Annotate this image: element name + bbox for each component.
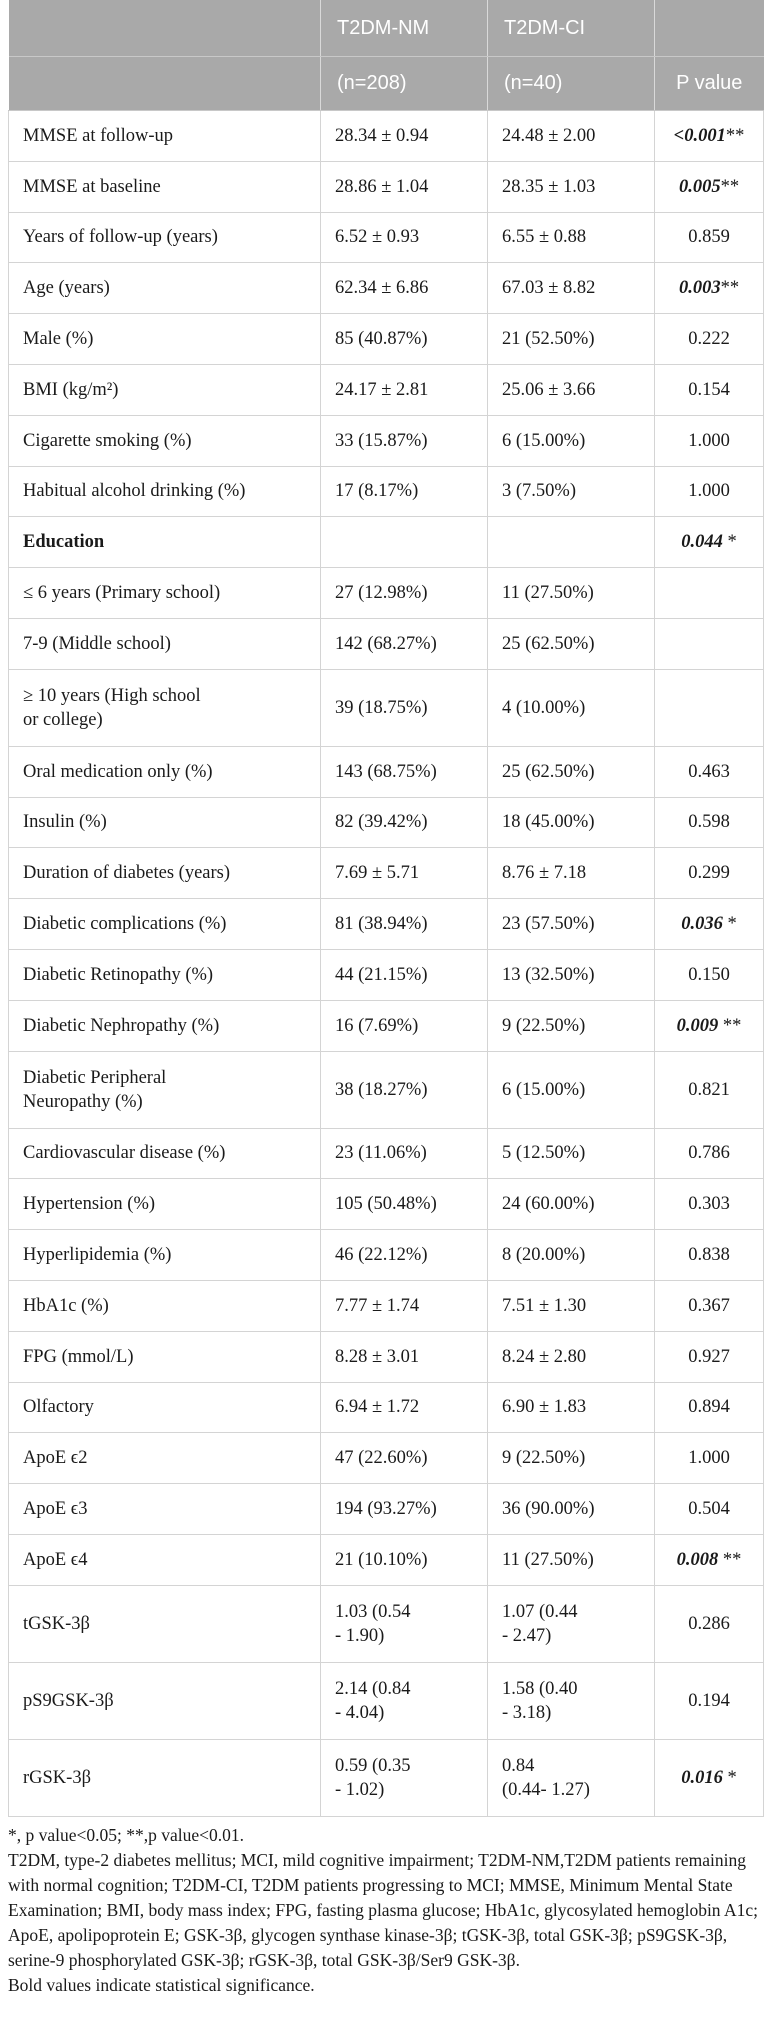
footnote: T2DM, type-2 diabetes mellitus; MCI, mild cognitive impairment; T2DM-NM,T2DM patients remaining with normal cognition; T2DM-CI, T2DM patients progressing to MCI; MMSE, Minimum Mental State Examination; BMI, body mass index; FPG, fasting plasma glucose; HbA1c, glycosylated hemoglobin A1c; ApoE, apolipoprotein E; GSK-3β, glycogen synthase kinase-3β; tGSK-3β, total GSK-3β; pS9GSK-3β, serine-9 phosphorylated GSK-3β; rGSK-3β, total GSK-3β/Ser9 GSK-3β. [8,1849,758,1970]
pvalue-cell [655,899,764,950]
table-row [9,1382,764,1433]
row-label-cell: Diabetic complications (%) [9,899,321,950]
table-row [9,212,764,263]
table-row [9,364,764,415]
ci-value-cell: 6.90 ± 1.83 [488,1382,655,1433]
nm-value-cell: 1.03 (0.54 - 1.90) [321,1585,488,1662]
nm-value-cell: 82 (39.42%) [321,797,488,848]
pvalue-cell [655,314,764,365]
table-row [9,1662,764,1739]
table-row [9,899,764,950]
pvalue-text: 0.838 [688,1245,730,1266]
pvalue-cell [655,1433,764,1484]
row-label-cell: Years of follow-up (years) [9,212,321,263]
row-label-cell: Male (%) [9,314,321,365]
pvalue-text: 0.036 [681,914,723,935]
pvalue-cell [655,1382,764,1433]
ci-value-cell: 24 (60.00%) [488,1179,655,1230]
table-row [9,517,764,568]
pvalue-cell [655,111,764,162]
significance-stars: * [722,1767,737,1788]
row-label-cell: ≤ 6 years (Primary school) [9,568,321,619]
row-label-cell: ≥ 10 years (High school or college) [9,669,321,746]
pvalue-cell [655,212,764,263]
table-row [9,1280,764,1331]
pvalue-cell [655,1000,764,1051]
pvalue-cell [655,161,764,212]
table-row [9,1179,764,1230]
pvalue-text: 0.786 [688,1143,730,1164]
ci-value-cell: 11 (27.50%) [488,1534,655,1585]
pvalue-text: 0.044 [681,532,723,553]
header-cell-label [9,0,321,57]
row-label-cell: MMSE at baseline [9,161,321,212]
nm-value-cell: 194 (93.27%) [321,1484,488,1535]
pvalue-cell [655,1179,764,1230]
nm-value-cell: 21 (10.10%) [321,1534,488,1585]
pvalue-text: 0.194 [688,1690,730,1711]
significance-stars: ** [720,278,740,299]
ci-value-cell: 8.76 ± 7.18 [488,848,655,899]
nm-value-cell: 16 (7.69%) [321,1000,488,1051]
pvalue-cell [655,1280,764,1331]
table-row [9,1000,764,1051]
nm-value-cell [321,517,488,568]
nm-value-cell: 33 (15.87%) [321,415,488,466]
row-label-cell: BMI (kg/m²) [9,364,321,415]
nm-value-cell: 28.34 ± 0.94 [321,111,488,162]
pvalue-text: 0.504 [688,1499,730,1519]
ci-value-cell: 18 (45.00%) [488,797,655,848]
nm-value-cell: 2.14 (0.84 - 4.04) [321,1662,488,1739]
row-label-cell: Diabetic Peripheral Neuropathy (%) [9,1051,321,1128]
comparison-table [8,0,764,1817]
pvalue-cell [655,1534,764,1585]
pvalue-text: 0.150 [688,964,730,985]
nm-value-cell: 23 (11.06%) [321,1128,488,1179]
header-cell-nm-count: (n=208) [321,57,488,111]
row-label-cell: Oral medication only (%) [9,746,321,797]
ci-value-cell: 1.07 (0.44 - 2.47) [488,1585,655,1662]
row-label-cell: Insulin (%) [9,797,321,848]
significance-stars: ** [718,1549,742,1570]
table-header [9,0,764,111]
table-row [9,466,764,517]
row-label-cell: Hyperlipidemia (%) [9,1230,321,1281]
pvalue-text: 0.303 [688,1194,730,1215]
nm-value-cell: 27 (12.98%) [321,568,488,619]
pvalue-cell [655,1051,764,1128]
row-label-cell: Cardiovascular disease (%) [9,1128,321,1179]
table-row [9,797,764,848]
row-label-cell: Duration of diabetes (years) [9,848,321,899]
ci-value-cell: 6.55 ± 0.88 [488,212,655,263]
row-label-cell: pS9GSK-3β [9,1662,321,1739]
row-label-cell: ApoE ϵ3 [9,1484,321,1535]
table-row [9,746,764,797]
pvalue-text: 0.003 [678,278,721,299]
row-label-cell: Cigarette smoking (%) [9,415,321,466]
pvalue-cell [655,568,764,619]
nm-value-cell: 7.69 ± 5.71 [321,848,488,899]
row-label-cell: Diabetic Nephropathy (%) [9,1000,321,1051]
pvalue-cell [655,618,764,669]
row-label-cell: HbA1c (%) [9,1280,321,1331]
ci-value-cell: 36 (90.00%) [488,1484,655,1535]
significance-stars: ** [720,176,740,197]
pvalue-cell [655,669,764,746]
header-cell-t2dm-nm: T2DM-NM [321,0,488,57]
footnote: Bold values indicate statistical significance. [8,1974,315,1995]
row-label-cell: Habitual alcohol drinking (%) [9,466,321,517]
row-label-cell: Diabetic Retinopathy (%) [9,949,321,1000]
ci-value-cell: 9 (22.50%) [488,1000,655,1051]
pvalue-cell [655,848,764,899]
pvalue-text: 0.009 [676,1015,719,1036]
pvalue-text: 1.000 [688,1448,730,1469]
pvalue-text: 0.222 [688,329,730,350]
pvalue-cell [655,797,764,848]
ci-value-cell: 0.84 (0.44- 1.27) [488,1739,655,1816]
row-label-cell: Education [9,517,321,568]
ci-value-cell: 8.24 ± 2.80 [488,1331,655,1382]
row-label-cell: rGSK-3β [9,1739,321,1816]
ci-value-cell: 5 (12.50%) [488,1128,655,1179]
row-label-cell: FPG (mmol/L) [9,1331,321,1382]
table-row [9,1331,764,1382]
table-row [9,618,764,669]
pvalue-text: 0.598 [688,812,730,833]
pvalue-cell [655,1739,764,1816]
pvalue-cell [655,364,764,415]
ci-value-cell [488,517,655,568]
pvalue-cell [655,1331,764,1382]
nm-value-cell: 6.94 ± 1.72 [321,1382,488,1433]
nm-value-cell: 39 (18.75%) [321,669,488,746]
table-row [9,669,764,746]
header-cell-label-2 [9,57,321,111]
ci-value-cell: 7.51 ± 1.30 [488,1280,655,1331]
table-body [9,111,764,1817]
ci-value-cell: 3 (7.50%) [488,466,655,517]
table-row [9,1128,764,1179]
header-row-1 [9,0,764,57]
significance-stars: ** [718,1015,742,1036]
pvalue-cell [655,466,764,517]
nm-value-cell: 8.28 ± 3.01 [321,1331,488,1382]
ci-value-cell: 8 (20.00%) [488,1230,655,1281]
pvalue-cell [655,263,764,314]
table-row [9,1230,764,1281]
ci-value-cell: 24.48 ± 2.00 [488,111,655,162]
pvalue-text: 0.859 [688,227,730,248]
nm-value-cell: 105 (50.48%) [321,1179,488,1230]
pvalue-text: <0.001 [673,125,726,146]
nm-value-cell: 7.77 ± 1.74 [321,1280,488,1331]
pvalue-cell [655,415,764,466]
table-row [9,848,764,899]
significance-stars: * [722,532,737,553]
nm-value-cell: 81 (38.94%) [321,899,488,950]
ci-value-cell: 67.03 ± 8.82 [488,263,655,314]
pvalue-cell [655,746,764,797]
pvalue-text: 0.463 [688,761,730,782]
pvalue-text: 1.000 [688,430,730,451]
nm-value-cell: 38 (18.27%) [321,1051,488,1128]
pvalue-text: 0.821 [688,1079,730,1100]
nm-value-cell: 0.59 (0.35 - 1.02) [321,1739,488,1816]
table-row [9,263,764,314]
ci-value-cell: 6 (15.00%) [488,1051,655,1128]
ci-value-cell: 9 (22.50%) [488,1433,655,1484]
pvalue-text: 0.367 [688,1295,730,1316]
row-label-cell: MMSE at follow-up [9,111,321,162]
table-row [9,161,764,212]
header-cell-pvalue-top [655,0,764,57]
ci-value-cell: 25.06 ± 3.66 [488,364,655,415]
nm-value-cell: 46 (22.12%) [321,1230,488,1281]
header-row-2 [9,57,764,111]
nm-value-cell: 47 (22.60%) [321,1433,488,1484]
nm-value-cell: 85 (40.87%) [321,314,488,365]
nm-value-cell: 6.52 ± 0.93 [321,212,488,263]
nm-value-cell: 142 (68.27%) [321,618,488,669]
pvalue-cell [655,1585,764,1662]
pvalue-cell [655,949,764,1000]
row-label-cell: ApoE ϵ4 [9,1534,321,1585]
row-label-cell: ApoE ϵ2 [9,1433,321,1484]
ci-value-cell: 13 (32.50%) [488,949,655,1000]
table-row [9,1484,764,1535]
ci-value-cell: 6 (15.00%) [488,415,655,466]
nm-value-cell: 143 (68.75%) [321,746,488,797]
table-row [9,415,764,466]
table-row [9,1739,764,1816]
nm-value-cell: 28.86 ± 1.04 [321,161,488,212]
ci-value-cell: 11 (27.50%) [488,568,655,619]
ci-value-cell: 21 (52.50%) [488,314,655,365]
pvalue-cell [655,1484,764,1535]
header-cell-t2dm-ci: T2DM-CI [488,0,655,57]
pvalue-cell [655,1128,764,1179]
pvalue-text: 0.286 [688,1613,730,1634]
pvalue-text: 0.927 [688,1346,730,1367]
table-row [9,111,764,162]
significance-stars: * [722,914,737,935]
table-row [9,1051,764,1128]
header-cell-ci-count: (n=40) [488,57,655,111]
ci-value-cell: 25 (62.50%) [488,618,655,669]
table-row [9,1433,764,1484]
footnote: *, p value<0.05; **,p value<0.01. [8,1824,245,1845]
nm-value-cell: 62.34 ± 6.86 [321,263,488,314]
ci-value-cell: 1.58 (0.40 - 3.18) [488,1662,655,1739]
ci-value-cell: 28.35 ± 1.03 [488,161,655,212]
nm-value-cell: 24.17 ± 2.81 [321,364,488,415]
pvalue-text: 0.016 [681,1767,723,1788]
pvalue-cell [655,517,764,568]
pvalue-text: 0.154 [688,379,730,400]
row-label-cell: 7-9 (Middle school) [9,618,321,669]
pvalue-text: 0.894 [688,1397,730,1418]
pvalue-text: 0.008 [676,1549,719,1570]
significance-stars: ** [725,125,745,146]
ci-value-cell: 25 (62.50%) [488,746,655,797]
row-label-cell: Hypertension (%) [9,1179,321,1230]
pvalue-cell [655,1662,764,1739]
row-label-cell: Age (years) [9,263,321,314]
pvalue-text: 0.299 [688,863,730,884]
table-footnotes [8,1817,763,1998]
pvalue-cell [655,1230,764,1281]
header-cell-pvalue: P value [655,57,764,111]
table-row [9,1534,764,1585]
table-row [9,1585,764,1662]
ci-value-cell: 23 (57.50%) [488,899,655,950]
pvalue-text: 1.000 [688,481,730,502]
nm-value-cell: 44 (21.15%) [321,949,488,1000]
table-row [9,568,764,619]
pvalue-text: 0.005 [678,176,721,197]
table-row [9,314,764,365]
row-label-cell: Olfactory [9,1382,321,1433]
table-row [9,949,764,1000]
ci-value-cell: 4 (10.00%) [488,669,655,746]
nm-value-cell: 17 (8.17%) [321,466,488,517]
row-label-cell: tGSK-3β [9,1585,321,1662]
